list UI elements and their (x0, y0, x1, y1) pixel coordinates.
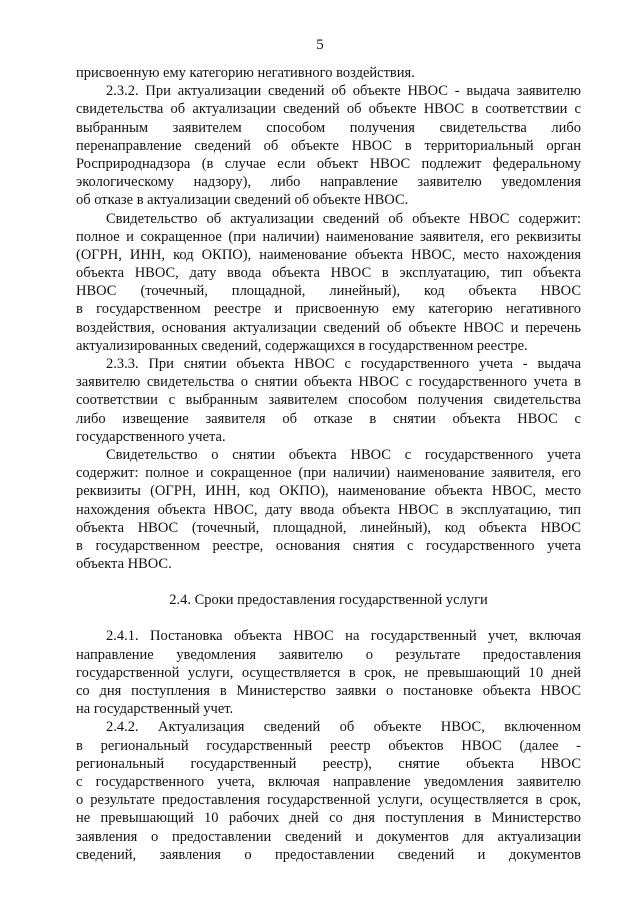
text-line: объекта НВОС (точечный, площадной, линейный), код объекта НВОС (76, 519, 581, 536)
text-line: перенаправление сведений об объекте НВОС в территориальный орган (76, 137, 581, 154)
text-line: государственного учета. (76, 428, 226, 445)
text-line: на государственный учет. (76, 701, 234, 718)
text-line: заявления о предоставлении сведений и документов для актуализации (76, 828, 581, 845)
text-line: в государственном реестре и присвоенную ему категорию негативного (76, 301, 581, 318)
text-line: присвоенную ему категорию негативного воздействия. (76, 65, 415, 81)
text-line: экологическому надзору), либо направление заявителю уведомления (76, 174, 581, 191)
text-line: в региональный государственный реестр объектов НВОС (далее - (76, 737, 581, 754)
section-heading: 2.4. Сроки предоставления государственной услуги (169, 592, 488, 609)
text-line: НВОС (точечный, площадной, линейный), код объекта НВОС (76, 283, 581, 300)
section-spacer (76, 573, 581, 591)
text-line: Свидетельство о снятии объекта НВОС с государственного учета (106, 446, 581, 463)
text-line: объекта НВОС. (76, 556, 172, 573)
text-line: актуализированных сведений, содержащихся в государственном реестре. (76, 337, 528, 354)
text-line: 2.4.1. Постановка объекта НВОС на государственный учет, включая (106, 628, 581, 645)
text-line: выбранным заявителем способом получения свидетельства либо (76, 119, 581, 136)
text-line: нахождения объекта НВОС, дату ввода объекта НВОС в эксплуатацию, тип (76, 501, 581, 518)
text-line: 2.3.2. При актуализации сведений об объекте НВОС - выдача заявителю (106, 83, 581, 100)
text-line: заявителю свидетельства о снятии объекта НВОС с государственного учета в (76, 374, 581, 391)
text-line: Свидетельство об актуализации сведений об объекте НВОС содержит: (106, 210, 581, 227)
text-line: о результате предоставления государственной услуги, осуществляется в срок, (76, 792, 581, 809)
text-line: (ОГРН, ИНН, код ОКПО), наименование объекта НВОС, место нахождения (76, 246, 581, 263)
document-body (76, 64, 581, 864)
text-line: Росприроднадзора (в случае если объект НВОС подлежит федеральному (76, 155, 581, 172)
text-line: в государственном реестре, основания снятия с государственного учета (76, 537, 581, 554)
text-line: либо извещение заявителя об отказе в снятии объекта НВОС с (76, 410, 581, 427)
text-line: 2.4.2. Актуализация сведений об объекте НВОС, включенном (106, 719, 581, 736)
text-line: реквизиты (ОГРН, ИНН, код ОКПО), наименование объекта НВОС, место (76, 483, 581, 500)
text-line: сведений, заявления о предоставлении сведений и документов (76, 846, 581, 863)
page-number: 5 (316, 37, 324, 53)
text-line: полное и сокращенное (при наличии) наименование заявителя, его реквизиты (76, 228, 581, 245)
section-spacer (76, 609, 581, 627)
text-line: свидетельства об актуализации сведений об объекте НВОС в соответствии с (76, 101, 581, 118)
text-line: объекта НВОС, дату ввода объекта НВОС в эксплуатацию, тип объекта (76, 265, 581, 282)
text-line: об отказе в актуализации сведений об объекте НВОС. (76, 192, 409, 209)
text-line: региональный государственный реестр), снятие объекта НВОС (76, 755, 581, 772)
text-line: не превышающий 10 рабочих дней со дня поступления в Министерство (76, 810, 581, 827)
text-line: 2.3.3. При снятии объекта НВОС с государственного учета - выдача (106, 356, 581, 372)
text-line: со дня поступления в Министерство заявки о постановке объекта НВОС (76, 683, 581, 699)
text-line: соответствии с выбранным заявителем способом получения свидетельства (76, 392, 581, 409)
text-line: государственной услуги, осуществляется в срок, не превышающий 10 дней (76, 664, 581, 681)
text-line: содержит: полное и сокращенное (при наличии) наименование заявителя, его (76, 465, 581, 482)
text-line: с государственного учета, включая направление уведомления заявителю (76, 773, 581, 790)
text-line: направление уведомления заявителю о результате предоставления (76, 646, 581, 663)
text-line: воздействия, основания актуализации сведений об объекте НВОС и перечень (76, 319, 581, 336)
